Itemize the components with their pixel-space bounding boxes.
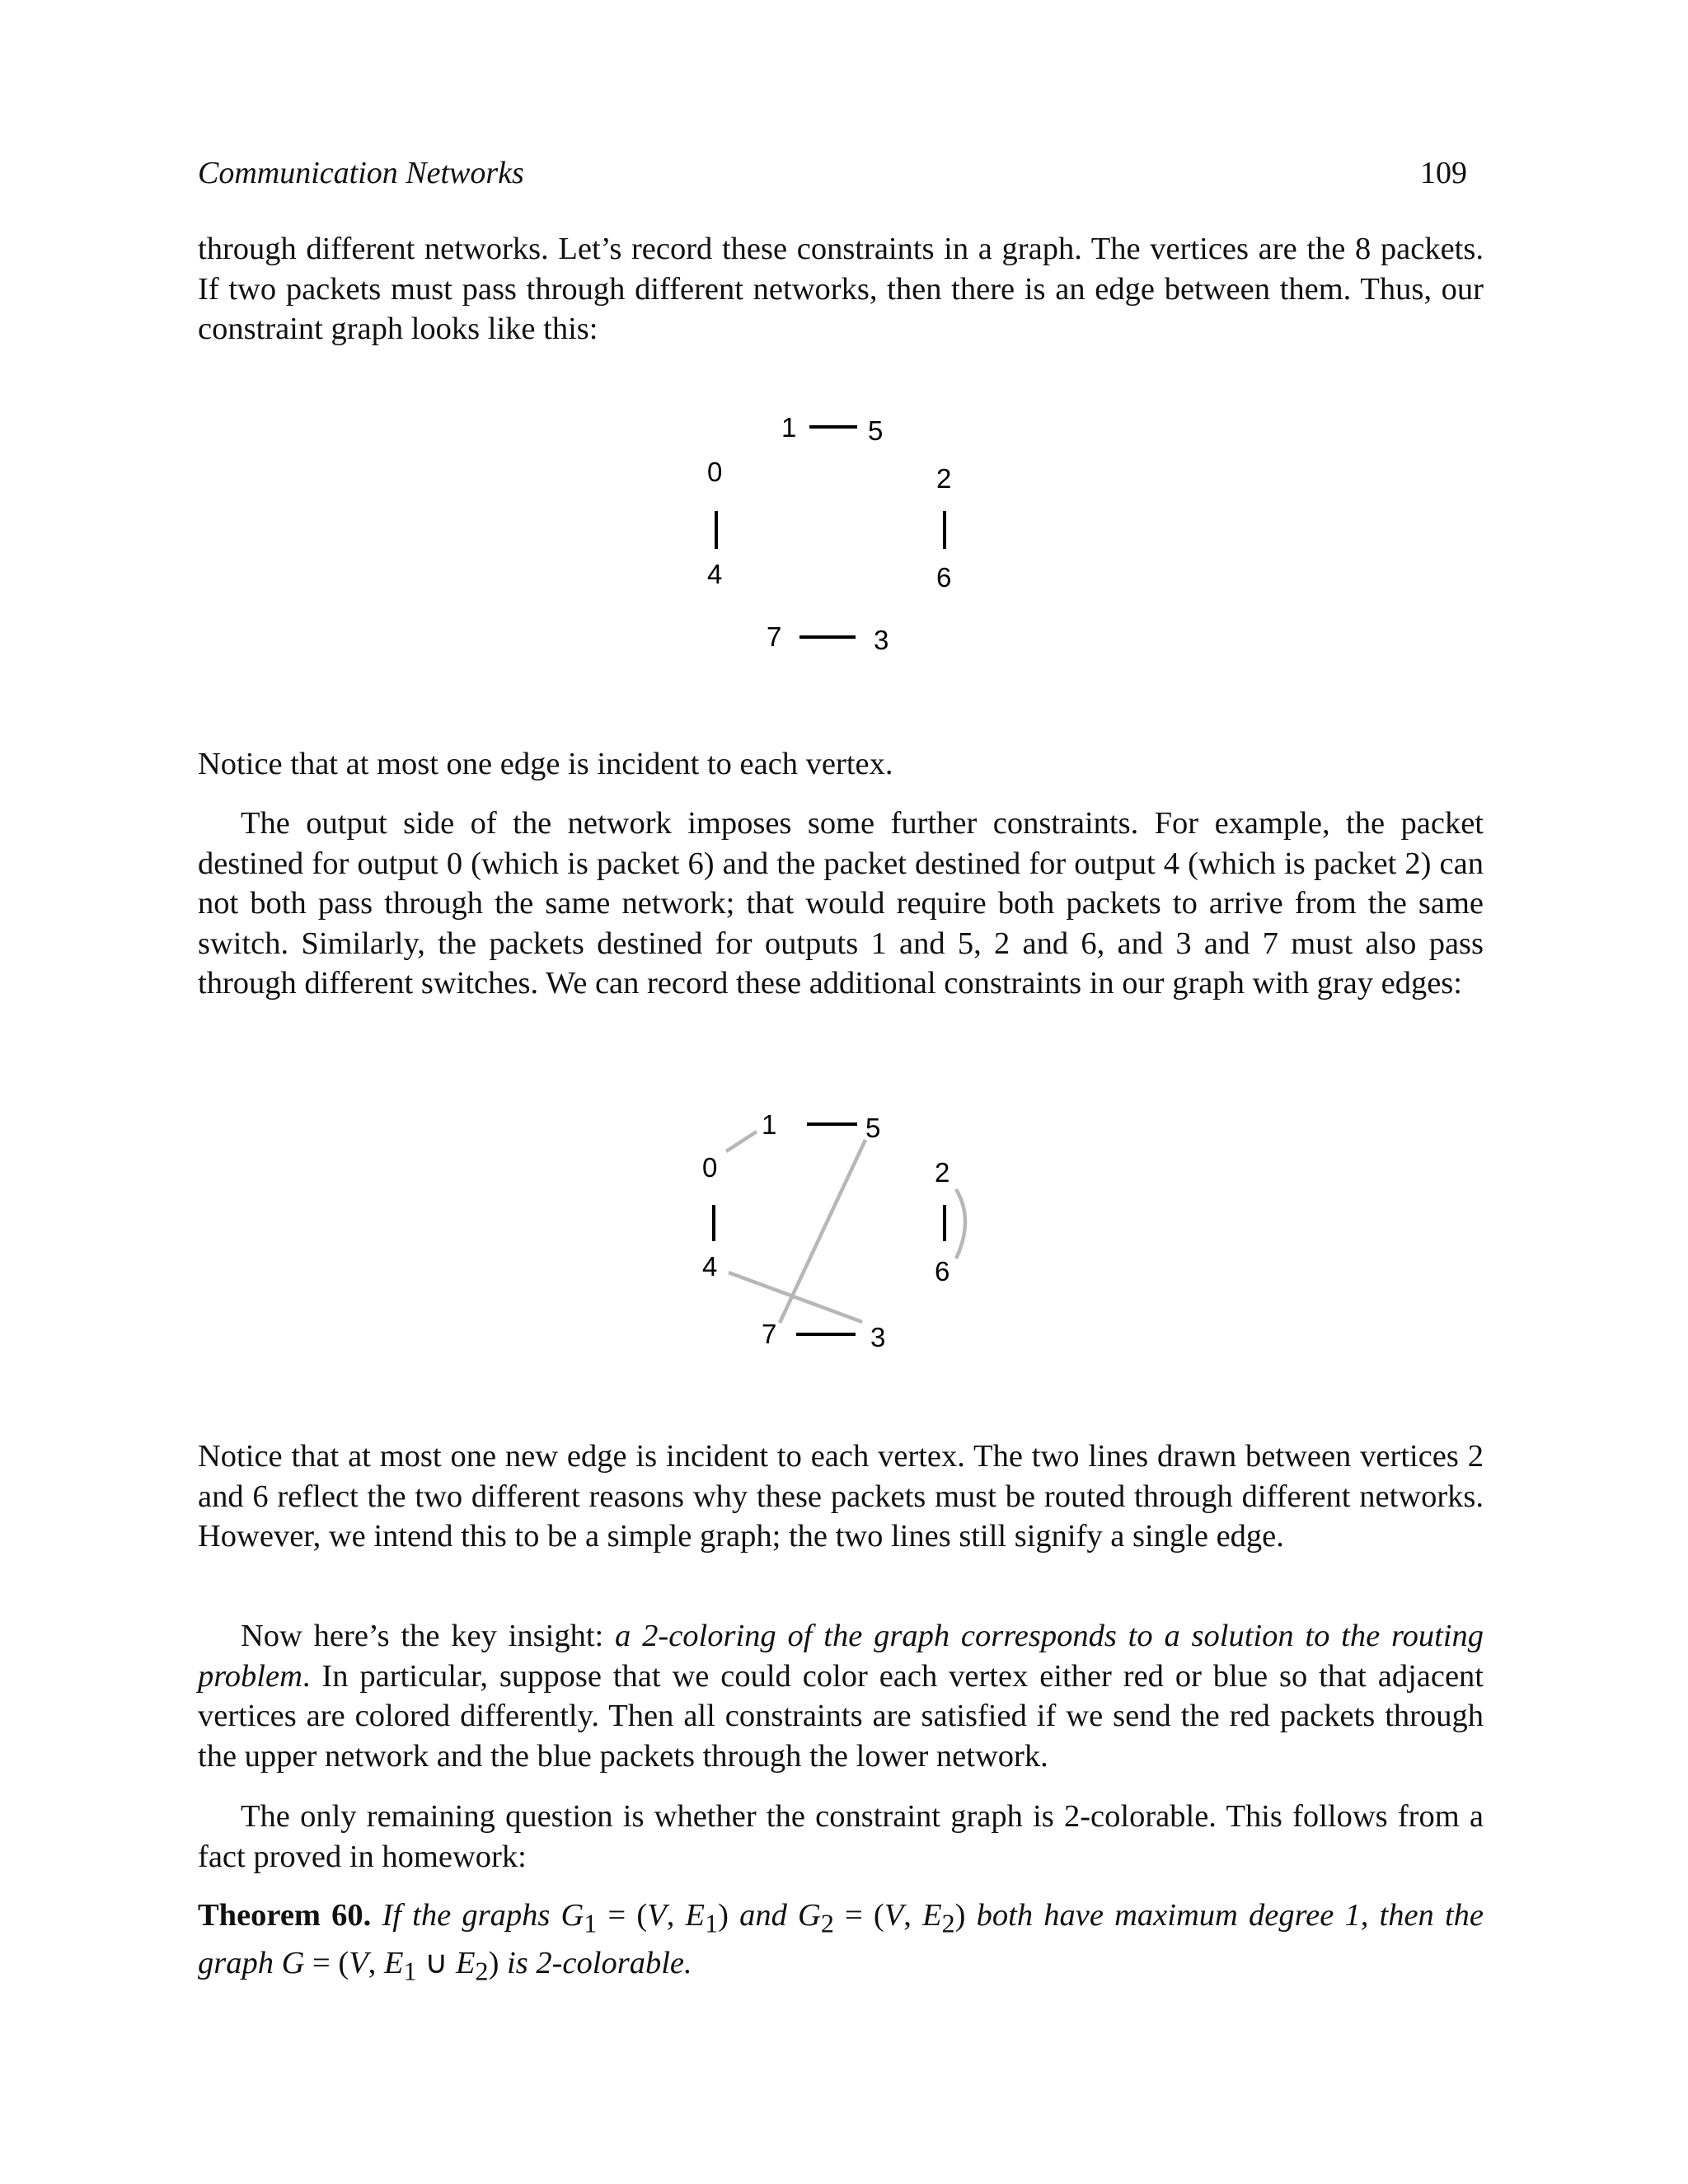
math-G1-sub: 1	[584, 1908, 598, 1938]
vertex-5: 5	[868, 415, 884, 446]
paragraph-4: Notice that at most one new edge is incident to each vertex. The two lines drawn between vertices 2 and 6 reflect the two different reasons why these packets must be routed through different networks. However, we intend this to be a simple graph; the two lines still signify a single edge.	[198, 1439, 1484, 1554]
paragraph-5	[198, 1616, 1484, 1776]
paragraph-6: The only remaining question is whether the constraint graph is 2-colorable. This follows from a fact proved in homework:	[198, 1799, 1484, 1874]
gray-edge-2-6	[956, 1189, 965, 1258]
vertex-0: 0	[707, 457, 723, 487]
vertex-6: 6	[936, 562, 952, 593]
theorem-and: and	[728, 1898, 799, 1933]
gray-edge-4-3	[729, 1272, 862, 1322]
paragraph-5-rest: . In particular, suppose that we could color each vertex either red or blue so that adjacent vertices are colored differently. Then all constraints are satisfied if we send the red packets through the upper network and the blue packets through the lower network.	[198, 1658, 1484, 1774]
vertex-0: 0	[702, 1152, 718, 1183]
vertex-1: 1	[762, 1109, 777, 1140]
math-eq3: = (	[304, 1946, 349, 1981]
math-V1: V	[647, 1898, 667, 1933]
math-E2: E	[922, 1898, 942, 1933]
vertex-6: 6	[935, 1256, 950, 1286]
math-G2-sub: 2	[820, 1908, 834, 1938]
math-E4: E	[456, 1946, 476, 1981]
vertex-3: 3	[874, 625, 889, 655]
vertex-7: 7	[767, 621, 782, 652]
math-G2: G	[798, 1898, 821, 1933]
math-E3-sub: 1	[403, 1956, 417, 1986]
paragraph-1: through different networks. Let’s record these constraints in a graph. The vertices are the 8 packets. If two packets must pass through different networks, then there is an edge between them. Thus, our constraint graph looks like this:	[198, 232, 1484, 346]
vertex-1: 1	[781, 412, 797, 443]
math-E1-sub: 1	[705, 1908, 719, 1938]
vertex-7: 7	[762, 1319, 777, 1349]
vertex-5: 5	[865, 1113, 881, 1143]
math-G1: G	[560, 1898, 584, 1933]
math-comma3: ,	[368, 1946, 384, 1981]
math-eq2: = (	[833, 1898, 884, 1933]
vertex-2: 2	[936, 463, 952, 494]
gray-edge-0-1	[726, 1132, 757, 1151]
math-close2: )	[954, 1898, 966, 1933]
page-number: 109	[1420, 156, 1467, 190]
math-comma2: ,	[903, 1898, 923, 1933]
math-E4-sub: 2	[475, 1956, 489, 1986]
paragraph-3: The output side of the network imposes some further constraints. For example, the packet destined for output 0 (which is packet 6) and the packet destined for output 4 (which is packet 2) can not both pass through the same network; that would require both packets to arrive from the same switch. Similarly, the packets destined for outputs 1 and 5, 2 and 6, and 3 and 7 must also pass through different switches. We can record these additional constraints in our graph with gray edges:	[198, 806, 1484, 1001]
vertex-2: 2	[935, 1157, 950, 1188]
theorem-text-3: is 2-colorable.	[499, 1946, 692, 1981]
math-comma1: ,	[666, 1898, 686, 1933]
paragraph-5-lead: Now here’s the key insight:	[241, 1619, 616, 1653]
math-close1: )	[718, 1898, 729, 1933]
math-E2-sub: 2	[941, 1908, 955, 1938]
math-eq1: = (	[597, 1898, 648, 1933]
vertex-3: 3	[870, 1322, 886, 1352]
vertex-4: 4	[702, 1251, 718, 1282]
math-V3: V	[349, 1946, 368, 1981]
math-close3: )	[488, 1946, 499, 1981]
vertex-4: 4	[707, 559, 723, 589]
theorem-label: Theorem 60.	[198, 1898, 372, 1933]
paragraph-5-emphasis: a 2-coloring of the graph corresponds to a solution to the routing problem	[198, 1619, 1484, 1694]
math-G: G	[281, 1946, 305, 1981]
running-title: Communication Networks	[198, 156, 524, 190]
math-union: ∪	[416, 1946, 457, 1981]
math-V2: V	[884, 1898, 904, 1933]
math-E1: E	[685, 1898, 706, 1933]
theorem-text-1: If the graphs	[371, 1898, 561, 1933]
theorem-text-2: both have maximum degree 1, then the graph	[198, 1898, 1484, 1981]
theorem-60	[198, 1896, 1484, 1991]
math-E3: E	[384, 1946, 404, 1981]
paragraph-2: Notice that at most one edge is incident to each vertex.	[198, 747, 893, 781]
